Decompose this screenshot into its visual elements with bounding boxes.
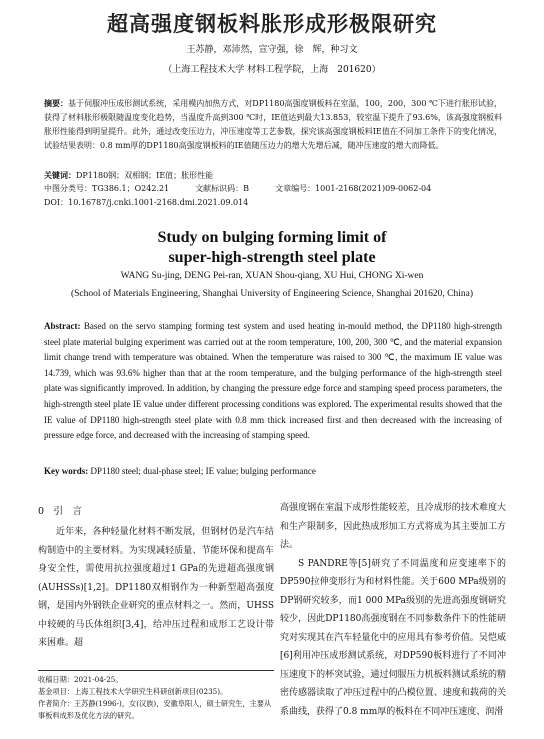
keywords-label-en: Key words: — [44, 466, 89, 476]
abstract-cn — [44, 96, 502, 153]
document-code: 文献标识码：B — [195, 184, 250, 193]
keywords-en — [44, 466, 502, 476]
footnote — [38, 674, 274, 722]
keywords-cn — [44, 168, 502, 183]
title-en-line1: Study on bulging forming limit of — [157, 229, 387, 246]
affiliation-en: (School of Materials Engineering, Shanghai University of Engineering Science, Shanghai 201620, China) — [70, 289, 474, 299]
authors-cn: 王苏静，邓沛然，宣守强，徐 辉，种习文 — [186, 45, 358, 55]
abstract-label-en: Abstract: — [44, 321, 81, 331]
section-heading-introduction: 0 引 言 — [38, 506, 83, 517]
abstract-en — [44, 319, 502, 444]
body-right-paragraph-2: S PANDRE等[5]研究了不同温度和应变速率下的DP590拉伸变形行为和材料性能。关于600 MPa级别的DP钢研究较多，而1 000 MPa级别的先进高强度钢研究较少，因此DP1180高强度钢在不同参数条件下的性能研究对实现其在汽车轻量化中的应用具有参考价值。吴恺威[6]利用冲压成形测试系统，对DP590板料进行了不同冲压速度下的杯突试验，通过伺服压力机板料测试系统的精密传感器读取了冲压过程中的凸模位置、速度和载荷的关系曲线，获得了0.8 mm厚的板料在不同冲压速度、润滑 — [280, 558, 506, 717]
abstract-label-cn: 摘要： — [44, 98, 69, 108]
footnote-fund: 基金项目：上海工程技术大学研究生科研创新项目(0235)。 — [38, 687, 228, 696]
footnote-received: 收稿日期：2021-04-25。 — [38, 675, 123, 684]
body-right-paragraph-1: 高强度钢在室温下成形性能较差，且冷成形的技术难度大和生产限制多，因此热成形加工方式将成为其主要加工方法。 — [280, 503, 506, 550]
keywords-text-cn: DP1180钢；双相钢；IE值；胀形性能 — [76, 171, 214, 180]
body-left-paragraph: 近年来，各种轻量化材料不断发展，但钢材仍是汽车结构制造中的主要材料。为实现减轻质量、节能环保和提高车身安全性，需使用抗拉强度超过1 GPa的先进超高强度钢(AUHSSs)[1,2]。DP1180双相钢作为一种新型超高强度钢，是国内外钢铁企业研究的重点材料之一。然而，UHSS中较硬的马氏体组织[3,4]，给冲压过程和成形工艺设计带来困难。超 — [38, 527, 274, 648]
keywords-label-cn: 关键词： — [44, 170, 76, 180]
footnote-author-info: 作者简介：王苏静(1996-)，女(汉族)，安徽阜阳人，硕士研究生，主要从事板料成形及优化方法的研究。 — [38, 699, 272, 720]
title-cn: 超高强度钢板料胀形成形极限研究 — [107, 11, 437, 36]
body-right-column — [280, 499, 506, 721]
abstract-text-en: Based on the servo stamping forming test system and used heating in-mould method, the DP1180 high-strength steel plate material bulging experiment was carried out at the room temperature, 100, 200, 300 ℃, and the material expansion limit change trend with temperature was obtained. When the temperature was raised to 300 ℃, the maximum IE value was 14.739, which was 93.6% higher than that at the room temperature, and the bulging performance of the high-strength steel plate was significantly improved. In addition, by changing the pressure edge force and stamping speed process parameters, the high-strength steel plate IE value under different processing conditions was explored. The experimental results showed that the IE value of DP1180 high-strength steel plate with 0.8 mm thick increased first and then decreased with the increasing of pressure edge force, and decreased with the increasing of stamping speed. — [44, 321, 502, 441]
authors-en: WANG Su-jing, DENG Pei-ran, XUAN Shou-qiang, XU Hui, CHONG Xi-wen — [120, 271, 424, 281]
abstract-text-cn: 基于伺服冲压成形测试系统，采用模内加热方式，对DP1180高强度钢板料在室温，100，200，300 ℃下进行胀形试验，获得了材料胀形极限随温度变化趋势，当温度升高到300 ℃时，IE值达到最大13.853，较室温下提升了93.6%，该高强度钢板料胀形性能得到明显提升。此外，通过改变压边力，冲压速度等工艺参数，探究该高强度钢板料IE值在不同加工条件下的变化情况，试验结果表明：0.8 mm厚的DP1180高强度钢板料的IE值随压边力的增大先增后减，随冲压速度的增大而降低。 — [44, 99, 503, 150]
keywords-text-en: DP1180 steel; dual-phase steel; IE value; bulging performance — [90, 466, 316, 476]
affiliation-cn: （上海工程技术大学 材料工程学院，上海 201620） — [163, 65, 381, 75]
footnote-divider — [38, 670, 274, 671]
title-en — [0, 228, 544, 268]
article-number: 文章编号：1001-2168(2021)09-0062-04 — [275, 184, 432, 193]
doi: DOI：10.16787/j.cnki.1001-2168.dmi.2021.09.014 — [44, 198, 249, 207]
title-en-line2: super-high-strength steel plate — [168, 249, 376, 266]
classification-line — [44, 182, 502, 196]
clc-number: 中图分类号：TG386.1；O242.21 — [44, 184, 170, 193]
